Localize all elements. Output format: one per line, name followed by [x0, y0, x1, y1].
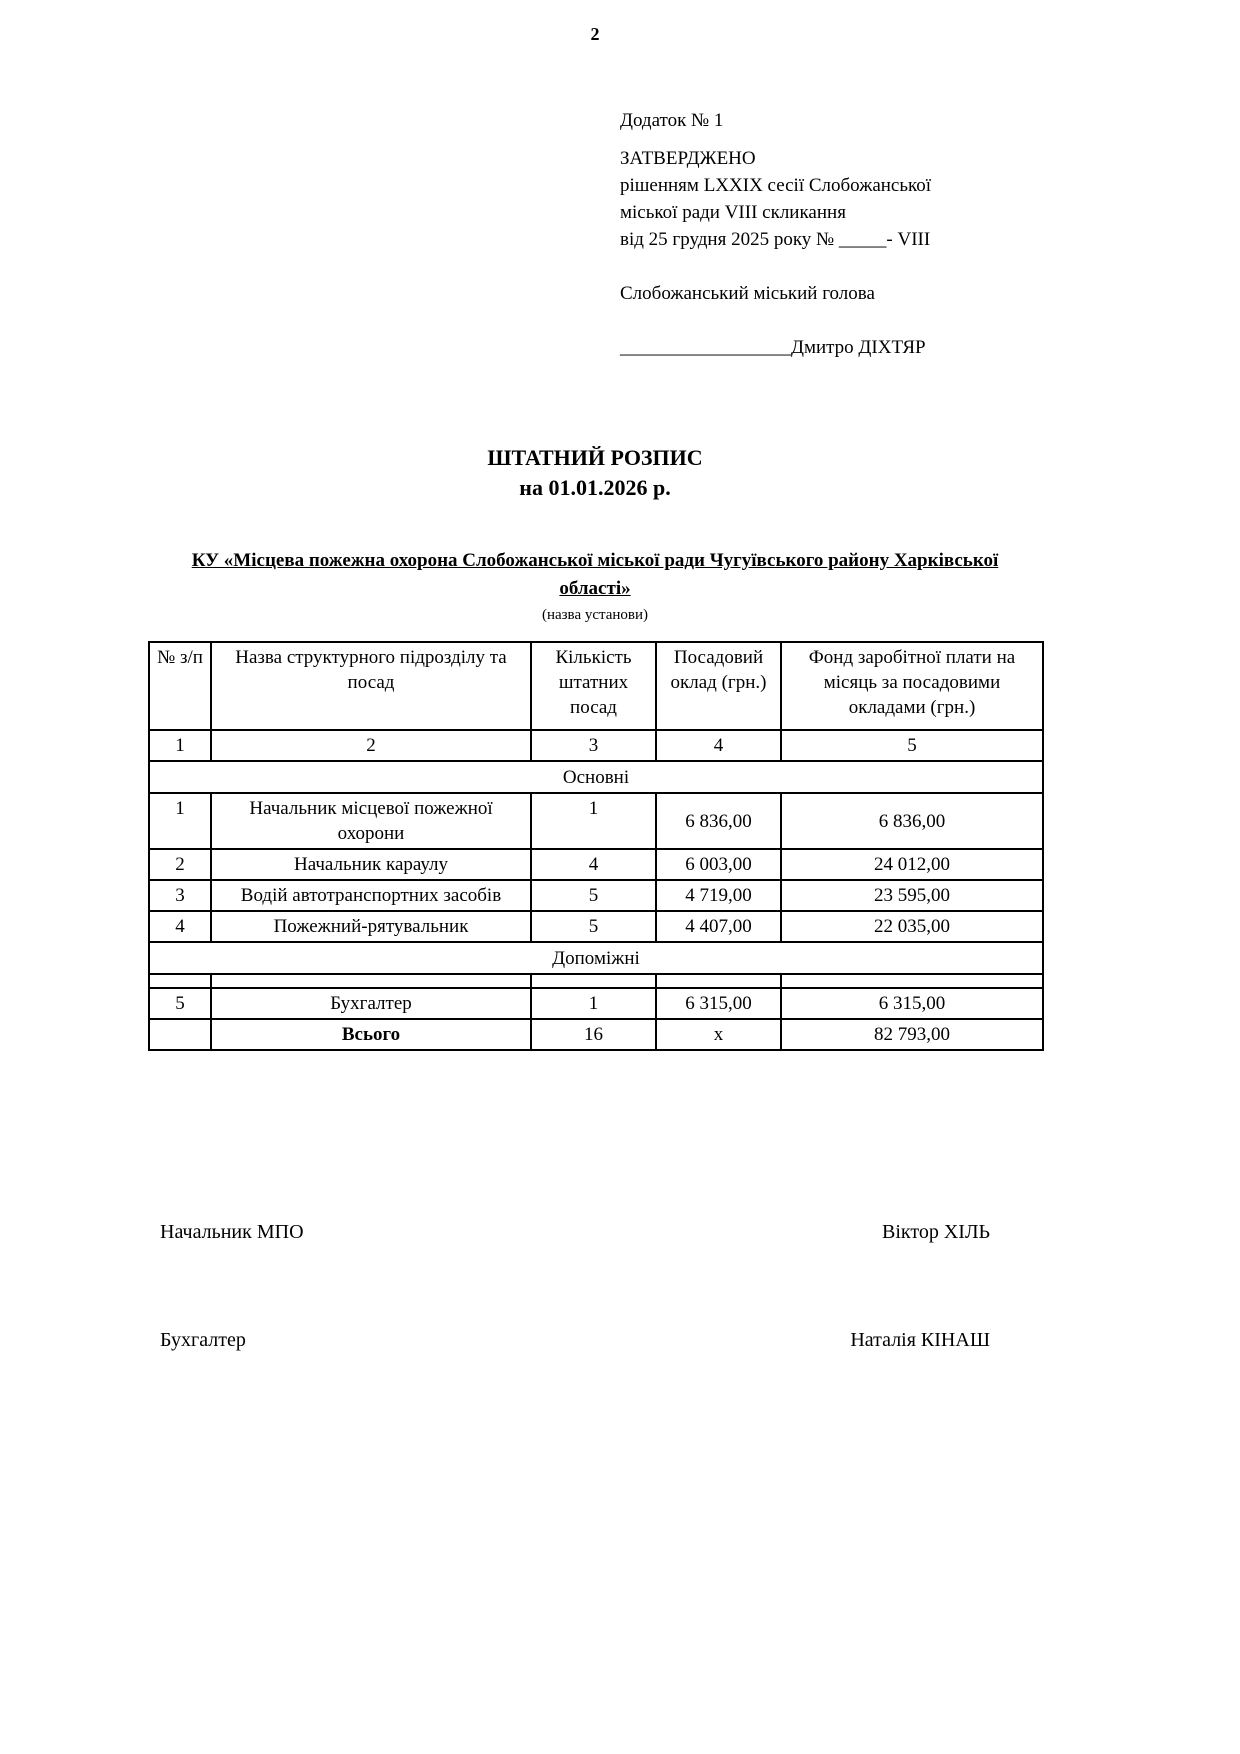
signature-row-accountant — [160, 1327, 1042, 1353]
chief-name: Віктор ХІЛЬ — [882, 1221, 990, 1243]
page-number: 2 — [590, 24, 600, 44]
row-fund: 6 315,00 — [781, 988, 1043, 1019]
section-row-main — [149, 761, 1043, 793]
column-number-row — [149, 730, 1043, 761]
approved-label: ЗАТВЕРДЖЕНО — [620, 148, 756, 169]
section-row-aux — [149, 942, 1043, 974]
row-salary: 6 836,00 — [656, 793, 781, 849]
total-fund: 82 793,00 — [781, 1019, 1043, 1050]
empty-cell — [656, 974, 781, 988]
row-salary: 6 003,00 — [656, 849, 781, 880]
total-row — [149, 1019, 1043, 1050]
row-count: 1 — [531, 793, 656, 849]
institution-caption: (назва установи) — [541, 607, 649, 623]
chief-title: Начальник МПО — [160, 1221, 304, 1243]
col-header-name: Назва структурного підрозділу та посад — [211, 642, 531, 730]
row-name: Начальник місцевої пожежної охорони — [211, 793, 531, 849]
total-label: Всього — [211, 1019, 531, 1050]
accountant-name: Наталія КІНАШ — [850, 1329, 990, 1351]
table-row — [149, 880, 1043, 911]
table-row — [149, 988, 1043, 1019]
approval-line-3: від 25 грудня 2025 року № _____- VIII — [620, 229, 931, 250]
signature-row-chief — [160, 1219, 1042, 1245]
col-number-4: 4 — [656, 730, 781, 761]
col-number-3: 3 — [531, 730, 656, 761]
staffing-table — [148, 641, 1044, 1051]
approval-line-2: міської ради VIII скликання — [620, 202, 846, 223]
row-salary: 6 315,00 — [656, 988, 781, 1019]
row-salary: 4 719,00 — [656, 880, 781, 911]
empty-cell — [781, 974, 1043, 988]
empty-cell — [149, 1019, 211, 1050]
section-main-label: Основні — [149, 761, 1043, 793]
row-name: Пожежний-рятувальник — [211, 911, 531, 942]
row-count: 1 — [531, 988, 656, 1019]
col-header-salary: Посадовий оклад (грн.) — [656, 642, 781, 730]
approval-block — [620, 107, 1042, 361]
row-count: 5 — [531, 880, 656, 911]
table-row — [149, 849, 1043, 880]
mayor-signature-line: __________________Дмитро ДІХТЯР — [620, 337, 926, 358]
annex-label: Додаток № 1 — [620, 110, 724, 131]
row-name: Бухгалтер — [211, 988, 531, 1019]
empty-cell — [531, 974, 656, 988]
row-name: Начальник караулу — [211, 849, 531, 880]
row-name: Водій автотранспортних засобів — [211, 880, 531, 911]
col-header-count: Кількість штатних посад — [531, 642, 656, 730]
row-fund: 24 012,00 — [781, 849, 1043, 880]
total-salary: х — [656, 1019, 781, 1050]
table-header-row — [149, 642, 1043, 730]
col-header-fund: Фонд заробітної плати на місяць за посадовими окладами (грн.) — [781, 642, 1043, 730]
section-aux-label: Допоміжні — [149, 942, 1043, 974]
row-salary: 4 407,00 — [656, 911, 781, 942]
col-number-1: 1 — [149, 730, 211, 761]
row-num: 4 — [149, 911, 211, 942]
col-header-num: № з/п — [149, 642, 211, 730]
row-num: 2 — [149, 849, 211, 880]
institution-block — [148, 547, 1042, 625]
row-fund: 6 836,00 — [781, 793, 1043, 849]
title-line-1: ШТАТНИЙ РОЗПИС — [487, 445, 703, 470]
table-row — [149, 793, 1043, 849]
document-title — [148, 443, 1042, 503]
col-number-2: 2 — [211, 730, 531, 761]
empty-spacer-row — [149, 974, 1043, 988]
row-fund: 22 035,00 — [781, 911, 1043, 942]
row-fund: 23 595,00 — [781, 880, 1043, 911]
approval-line-1: рішенням LXXIX сесії Слобожанської — [620, 175, 932, 196]
institution-name: КУ «Місцева пожежна охорона Слобожанської міської ради Чугуївського району Харківської області» — [191, 550, 999, 599]
total-count: 16 — [531, 1019, 656, 1050]
row-count: 5 — [531, 911, 656, 942]
title-line-2: на 01.01.2026 р. — [519, 475, 671, 500]
table-row — [149, 911, 1043, 942]
row-num: 3 — [149, 880, 211, 911]
empty-cell — [149, 974, 211, 988]
row-num: 1 — [149, 793, 211, 849]
col-number-5: 5 — [781, 730, 1043, 761]
mayor-title: Слобожанський міський голова — [620, 283, 875, 304]
row-count: 4 — [531, 849, 656, 880]
accountant-title: Бухгалтер — [160, 1329, 246, 1351]
empty-cell — [211, 974, 531, 988]
row-num: 5 — [149, 988, 211, 1019]
